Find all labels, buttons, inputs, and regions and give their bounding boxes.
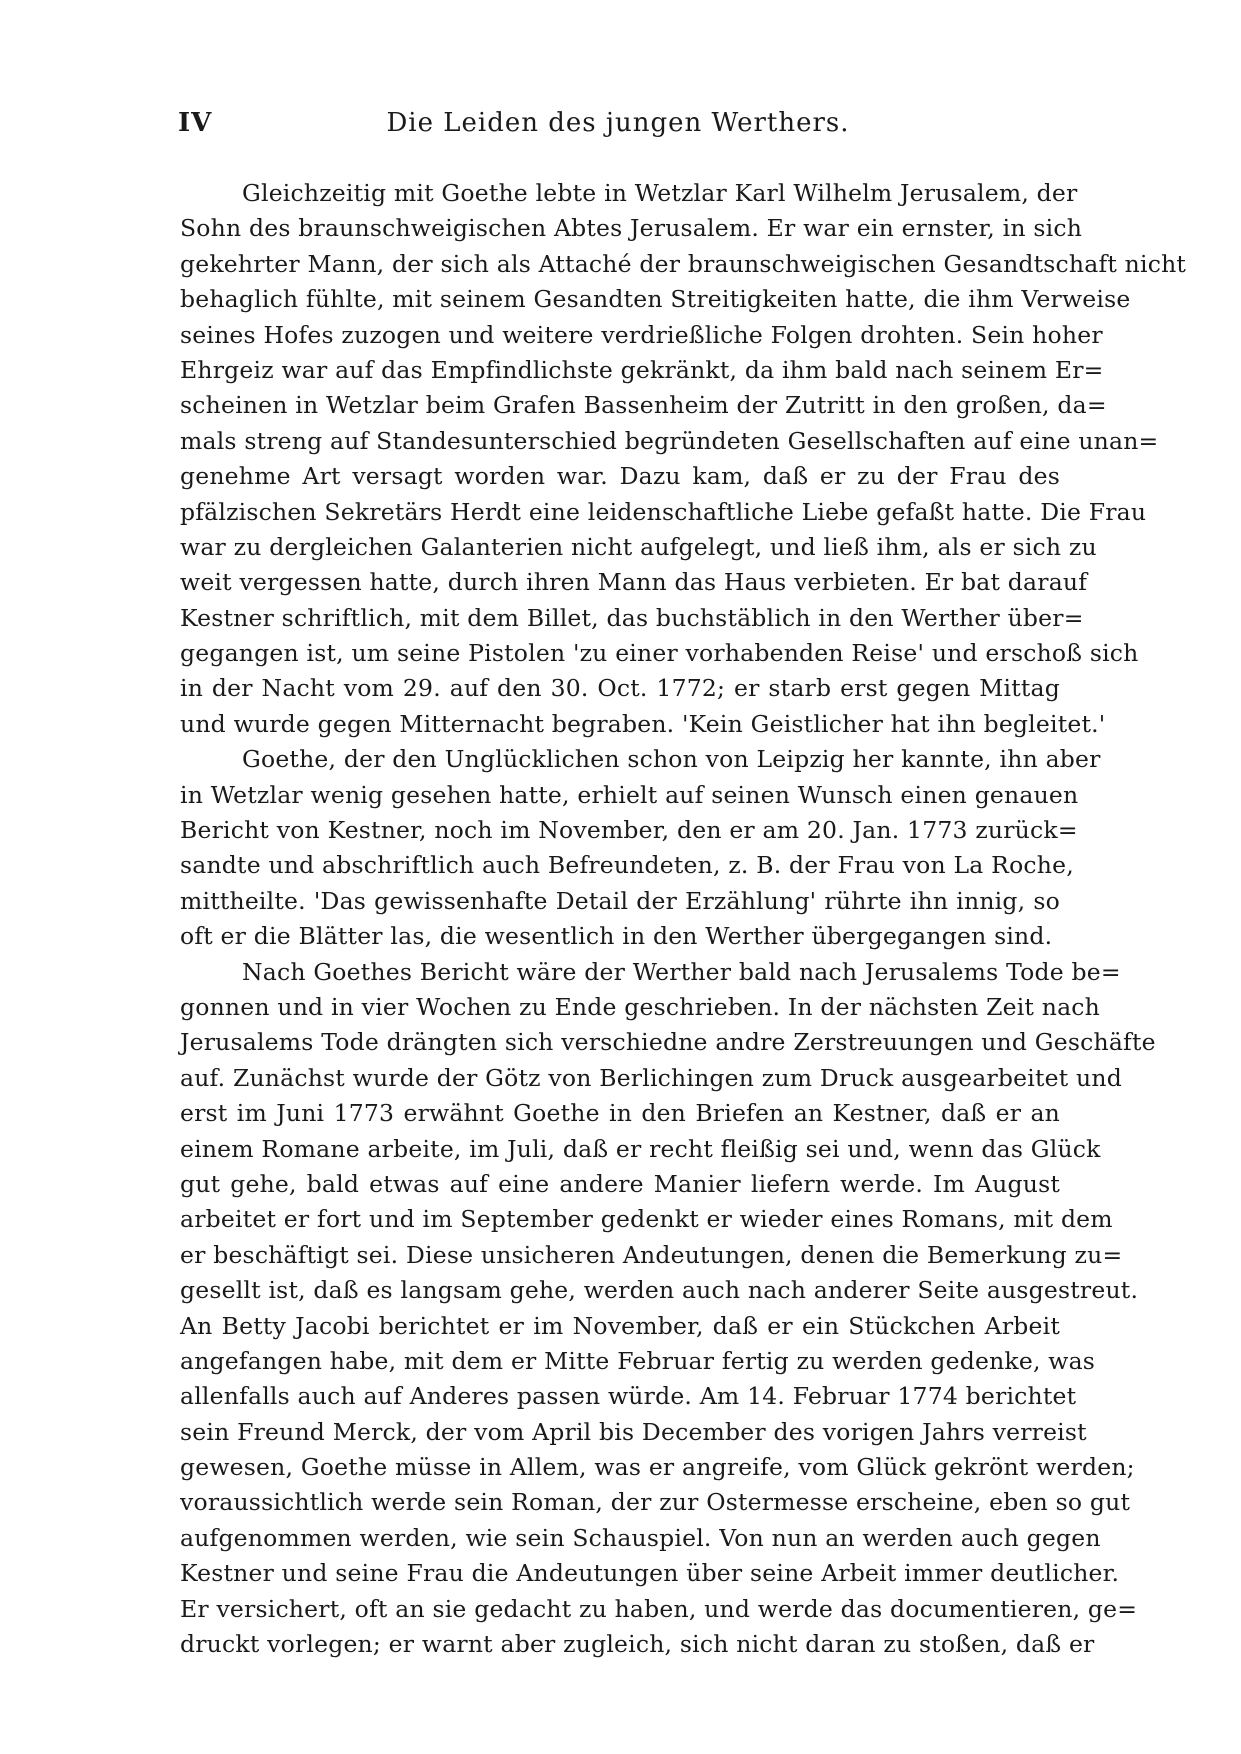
running-title: Die Leiden des jungen Werthers. xyxy=(386,108,850,138)
text-line: gewesen, Goethe müsse in Allem, was er angreife, vom Glück gekrönt werden; xyxy=(180,1453,1135,1482)
text-line: einem Romane arbeite, im Juli, daß er recht fleißig sei und, wenn das Glück xyxy=(180,1134,1101,1163)
text-line: Gleichzeitig mit Goethe lebte in Wetzlar Karl Wilhelm Jerusalem, der xyxy=(242,179,1078,207)
text-line: war zu dergleichen Galanterien nicht aufgelegt, und ließ ihm, als er sich zu xyxy=(180,532,1097,561)
text-line: Kestner und seine Frau die Andeutungen über seine Arbeit immer deutlicher. xyxy=(180,1559,1120,1588)
text-line: aufgenommen werden, wie sein Schauspiel. Von nun an werden auch gegen xyxy=(180,1523,1101,1552)
text-line: Ehrgeiz war auf das Empfindlichste gekränkt, da ihm bald nach seinem Er= xyxy=(180,355,1104,384)
text-line: Er versichert, oft an sie gedacht zu haben, und werde das documentieren, ge= xyxy=(180,1594,1138,1623)
text-line: Sohn des braunschweigischen Abtes Jerusalem. Er war ein ernster, in sich xyxy=(180,214,1083,243)
text-line: scheinen in Wetzlar beim Grafen Bassenheim der Zutritt in den großen, da= xyxy=(180,391,1107,420)
page-header xyxy=(178,108,1058,148)
text-line: sandte und abschriftlich auch Befreundeten, z. B. der Frau von La Roche, xyxy=(180,851,1074,880)
text-line: Nach Goethes Bericht wäre der Werther bald nach Jerusalems Tode be= xyxy=(242,957,1121,986)
text-line: weit vergessen hatte, durch ihren Mann das Haus verbieten. Er bat darauf xyxy=(180,568,1088,597)
text-line: Bericht von Kestner, noch im November, den er am 20. Jan. 1773 zurück= xyxy=(180,816,1078,845)
text-line: er beschäftigt sei. Diese unsicheren Andeutungen, denen die Bemerkung zu= xyxy=(180,1240,1123,1269)
text-line: mals streng auf Standesunterschied begründeten Gesellschaften auf eine unan= xyxy=(180,426,1159,455)
text-line: druckt vorlegen; er warnt aber zugleich, sich nicht daran zu stoßen, daß er xyxy=(180,1630,1095,1659)
text-line: gekehrter Mann, der sich als Attaché der braunschweigischen Gesandtschaft nicht xyxy=(180,249,1187,278)
text-line: Jerusalems Tode drängten sich verschiedne andre Zerstreuungen und Geschäfte xyxy=(180,1028,1156,1057)
text-line: genehme Art versagt worden war. Dazu kam, daß er zu der Frau des xyxy=(180,462,1060,491)
text-line: erst im Juni 1773 erwähnt Goethe in den Briefen an Kestner, daß er an xyxy=(180,1099,1060,1128)
text-line: in der Nacht vom 29. auf den 30. Oct. 1772; er starb erst gegen Mittag xyxy=(180,674,1060,703)
text-line: Goethe, der den Unglücklichen schon von Leipzig her kannte, ihn aber xyxy=(242,745,1101,774)
text-line: An Betty Jacobi berichtet er im November, daß er ein Stückchen Arbeit xyxy=(180,1311,1060,1340)
text-line: arbeitet er fort und im September gedenkt er wieder eines Romans, mit dem xyxy=(180,1205,1113,1234)
text-line: pfälzischen Sekretärs Herdt eine leidenschaftliche Liebe gefaßt hatte. Die Frau xyxy=(180,497,1147,526)
text-line: angefangen habe, mit dem er Mitte Februar fertig zu werden gedenke, was xyxy=(180,1346,1096,1375)
text-line: oft er die Blätter las, die wesentlich in den Werther übergegangen sind. xyxy=(180,922,1053,951)
text-line: voraussichtlich werde sein Roman, der zur Ostermesse erscheine, eben so gut xyxy=(180,1488,1131,1517)
text-line: auf. Zunächst wurde der Götz von Berlichingen zum Druck ausgearbeitet und xyxy=(180,1063,1122,1092)
text-line: mittheilte. 'Das gewissenhafte Detail der Erzählung' rührte ihn innig, so xyxy=(180,886,1060,915)
text-line: und wurde gegen Mitternacht begraben. 'Kein Geistlicher hat ihn begleitet.' xyxy=(180,709,1106,738)
page-number: IV xyxy=(178,108,213,138)
body-text xyxy=(180,176,1187,1662)
text-line: gesellt ist, daß es langsam gehe, werden auch nach anderer Seite ausgestreut. xyxy=(180,1276,1139,1305)
text-line: Kestner schriftlich, mit dem Billet, das buchstäblich in den Werther über= xyxy=(180,603,1084,632)
text-line: sein Freund Merck, der vom April bis December des vorigen Jahrs verreist xyxy=(180,1417,1087,1446)
text-line: seines Hofes zuzogen und weitere verdrießliche Folgen drohten. Sein hoher xyxy=(180,320,1103,349)
text-line: gonnen und in vier Wochen zu Ende geschrieben. In der nächsten Zeit nach xyxy=(180,992,1100,1021)
text-line: gut gehe, bald etwas auf eine andere Manier liefern werde. Im August xyxy=(180,1169,1060,1198)
text-line: behaglich fühlte, mit seinem Gesandten Streitigkeiten hatte, die ihm Verweise xyxy=(180,285,1131,314)
text-line: gegangen ist, um seine Pistolen 'zu einer vorhabenden Reise' und erschoß sich xyxy=(180,639,1139,668)
text-line: allenfalls auch auf Anderes passen würde. Am 14. Februar 1774 berichtet xyxy=(180,1382,1077,1411)
text-line: in Wetzlar wenig gesehen hatte, erhielt auf seinen Wunsch einen genauen xyxy=(180,780,1079,809)
